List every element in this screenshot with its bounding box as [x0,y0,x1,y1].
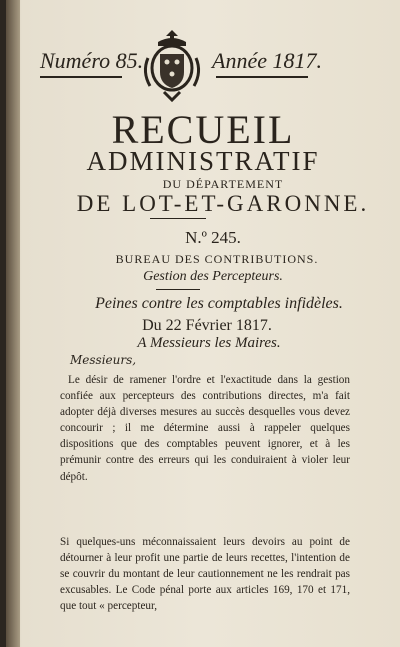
notice-date: Du 22 Février 1817. [142,317,272,334]
notice-subject: Peines contre les comptables infidèles. [95,295,343,312]
issue-number-rule [40,76,122,78]
publication-subtitle: ADMINISTRATIF [86,146,320,176]
section-divider [156,289,200,290]
title-divider [150,218,206,219]
paragraph-2: Si quelques-uns méconnaissaient leurs devoirs au point de détourner à leur profit une partie de leurs recettes, l'intention de se couvrir du montant de leur cautionnement ne les rendrait pas excusables. Le Code pénal porte aux articles 169, 170 et 171, que tout « percepteur, [60,536,350,613]
department-label: DU DÉPARTEMENT [162,177,284,191]
notice-addressee: A Messieurs les Maires. [137,335,281,351]
publication-title: RECUEIL [111,107,295,152]
gestion-heading: Gestion des Percepteurs. [143,269,283,284]
issue-year: Année 1817. [212,48,322,73]
paragraph-1: Le désir de ramener l'ordre et l'exactitude dans la gestion confiée aux percepteurs des contributions directes, m'a fait adopter déjà diverses mesures au succès desquelles vous devez concourir ; il me détermine aussi à rappeler quelques dispositions que des comptables peuvent ignorer, et à les prémunir contre des erreurs qui les conduiraient à violer leur dépôt. [60,374,350,483]
department-name: DE LOT-ET-GARONNE. [76,191,370,216]
royal-arms-emblem [140,28,204,102]
salutation: Messieurs, [70,353,137,367]
document-page [6,0,400,647]
issue-number: Numéro 85. [40,48,144,73]
issue-year-rule [216,76,308,78]
bureau-heading: BUREAU DES CONTRIBUTIONS. [115,252,319,266]
notice-number: N.º 245. [185,228,241,247]
